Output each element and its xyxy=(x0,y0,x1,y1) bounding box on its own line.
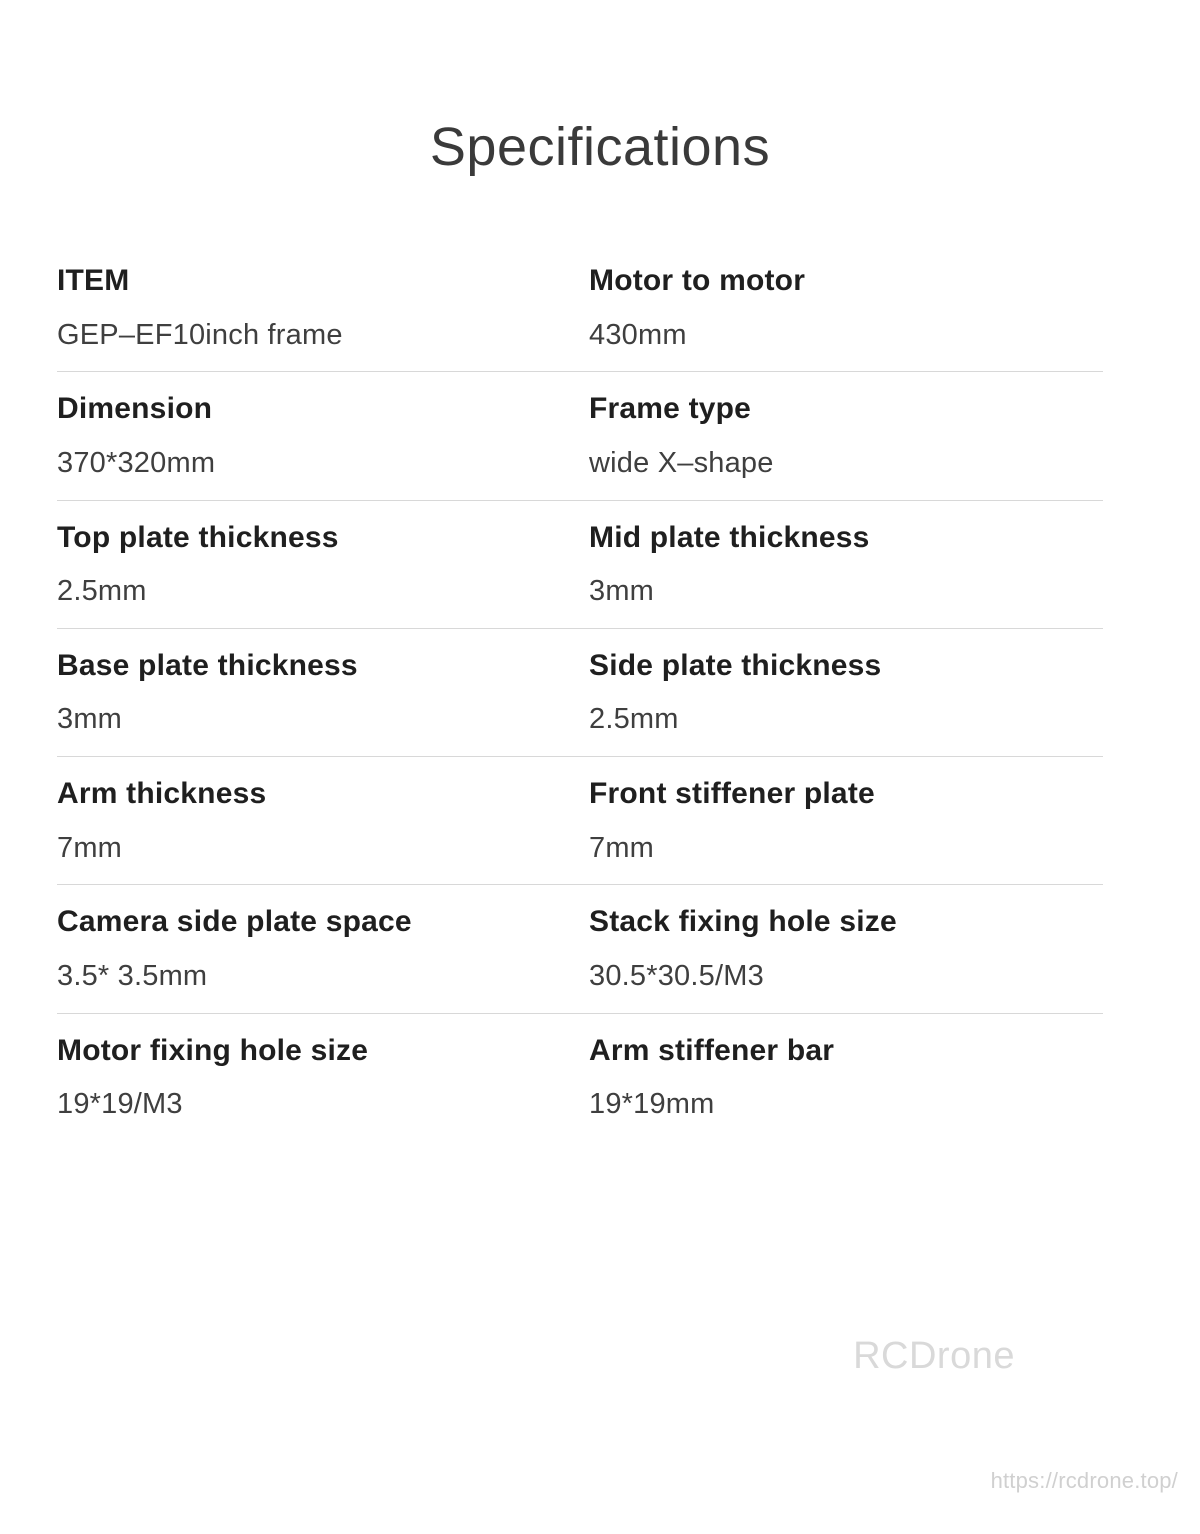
spec-cell-right xyxy=(580,775,1103,865)
spec-value: 19*19/M3 xyxy=(57,1088,183,1121)
table-row xyxy=(57,885,1103,1013)
spec-value: 19*19mm xyxy=(589,1088,715,1121)
spec-cell-left xyxy=(57,519,580,609)
spec-label: Frame type xyxy=(589,392,752,426)
spec-label: Motor fixing hole size xyxy=(57,1033,369,1067)
table-row xyxy=(57,372,1103,500)
specifications-table xyxy=(57,262,1103,1141)
spec-cell-right xyxy=(580,647,1103,737)
spec-cell-right xyxy=(580,390,1103,480)
spec-cell-left xyxy=(57,390,580,480)
spec-value: wide X–shape xyxy=(589,446,774,479)
spec-cell-left xyxy=(57,262,580,352)
spec-label: Stack fixing hole size xyxy=(589,905,897,939)
spec-value: GEP–EF10inch frame xyxy=(57,318,343,351)
spec-label: Front stiffener plate xyxy=(589,777,875,811)
table-row xyxy=(57,262,1103,372)
spec-label: Camera side plate space xyxy=(57,905,412,939)
spec-cell-left xyxy=(57,647,580,737)
page-title: Specifications xyxy=(429,117,771,177)
spec-value: 2.5mm xyxy=(57,575,147,608)
spec-cell-left xyxy=(57,775,580,865)
watermark-brand: RCDrone xyxy=(853,1335,1015,1377)
spec-cell-left xyxy=(57,903,580,993)
spec-cell-left xyxy=(57,1032,580,1122)
spec-value: 7mm xyxy=(57,831,123,864)
spec-value: 30.5*30.5/M3 xyxy=(589,959,764,992)
watermark-url: https://rcdrone.top/ xyxy=(990,1468,1178,1493)
table-row xyxy=(57,757,1103,885)
spec-label: Base plate thickness xyxy=(57,648,358,682)
table-row xyxy=(57,1014,1103,1141)
table-row xyxy=(57,501,1103,629)
spec-label: Mid plate thickness xyxy=(589,520,870,554)
spec-cell-right xyxy=(580,1032,1103,1122)
spec-value: 370*320mm xyxy=(57,446,216,479)
spec-label: Dimension xyxy=(57,392,213,426)
spec-cell-right xyxy=(580,903,1103,993)
spec-value: 2.5mm xyxy=(589,703,679,736)
spec-value: 7mm xyxy=(589,831,655,864)
spec-label: ITEM xyxy=(57,264,130,297)
spec-cell-right xyxy=(580,262,1103,352)
spec-label: Arm stiffener bar xyxy=(589,1033,835,1067)
table-row xyxy=(57,629,1103,757)
spec-label: Top plate thickness xyxy=(57,520,339,554)
spec-value: 3.5* 3.5mm xyxy=(57,959,208,992)
spec-cell-right xyxy=(580,519,1103,609)
spec-value: 430mm xyxy=(589,318,687,351)
spec-value: 3mm xyxy=(57,703,123,736)
spec-label: Arm thickness xyxy=(57,777,267,811)
spec-label: Motor to motor xyxy=(589,264,806,297)
spec-value: 3mm xyxy=(589,575,655,608)
spec-label: Side plate thickness xyxy=(589,648,882,682)
